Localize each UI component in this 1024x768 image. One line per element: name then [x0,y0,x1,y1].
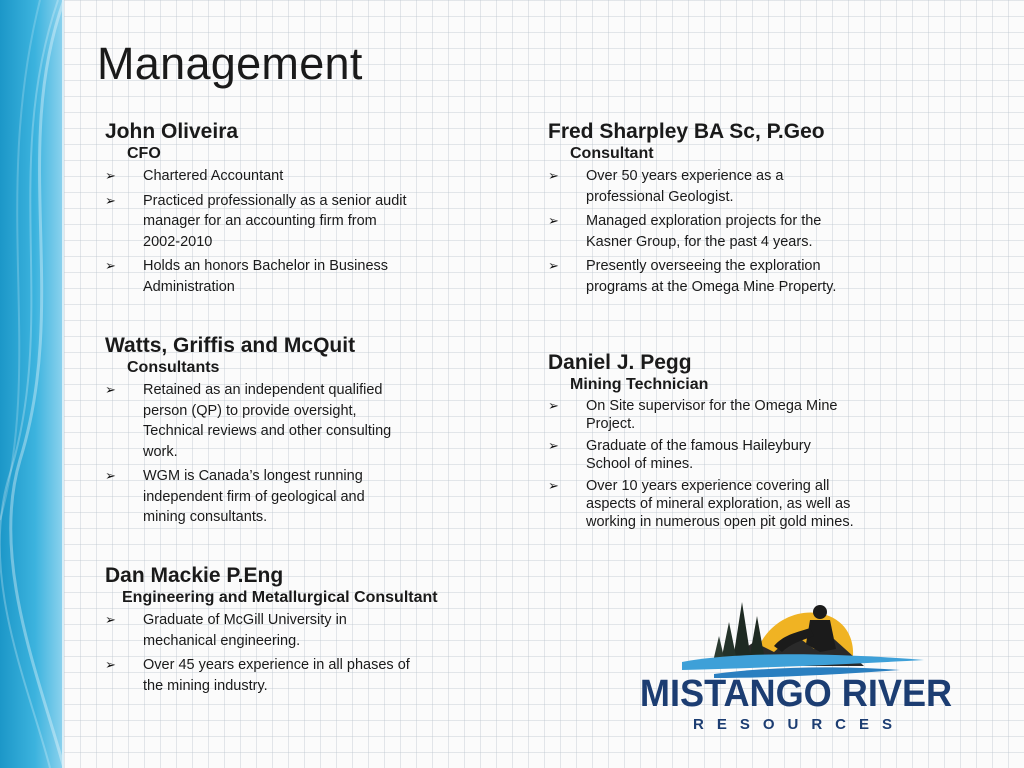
arrow-bullet-icon: ➢ [105,382,116,397]
bullet-text: Retained as an independent qualified person (QP) to provide oversight, Technical reviews and other consulting work. [143,382,392,460]
bullet-text: Over 10 years experience covering all aspects of mineral exploration, as well as working in numerous open pit gold mines. [586,478,854,530]
person-name: Daniel J. Pegg [548,351,692,374]
bullet-text: On Site supervisor for the Omega Mine Project. [586,398,838,432]
bullet-list [548,166,848,297]
arrow-bullet-icon: ➢ [548,438,559,453]
arrow-bullet-icon: ➢ [105,657,116,672]
bullet-list [105,380,405,528]
bullet-list [105,166,415,297]
arrow-bullet-icon: ➢ [105,192,116,208]
sidebar-decoration [0,0,64,768]
person-block-dan-mackie [105,564,485,700]
arrow-bullet-icon: ➢ [105,468,116,483]
list-item [548,256,848,297]
arrow-bullet-icon: ➢ [548,258,559,273]
bullet-text: Presently overseeing the exploration programs at the Omega Mine Property. [586,258,837,295]
arrow-bullet-icon: ➢ [548,213,559,228]
wave-graphic [0,0,64,768]
bullet-list [105,610,415,696]
bullet-text: Chartered Accountant [143,168,284,184]
arrow-bullet-icon: ➢ [105,258,116,273]
person-block-daniel-pegg [548,351,868,535]
list-item [548,397,858,433]
person-role: Consultants [127,359,220,376]
bullet-text: Managed exploration projects for the Kasner Group, for the past 4 years. [586,213,822,250]
logo-graphic-icon [624,594,968,684]
slide-title: Management [97,38,363,89]
person-block-wgm [105,334,405,532]
list-item [105,191,415,253]
bullet-text: Graduate of the famous Haileybury School of mines. [586,438,811,472]
person-role: Mining Technician [570,376,709,393]
logo-subtitle: RESOURCES [692,716,906,733]
bullet-text: WGM is Canada’s longest running independent firm of geological and mining consultants. [143,468,365,525]
person-block-john-oliveira [105,120,415,301]
arrow-bullet-icon: ➢ [548,398,559,413]
company-logo [624,594,968,744]
bullet-text: Graduate of McGill University in mechanical engineering. [143,612,347,649]
list-item [548,477,858,531]
list-item [548,211,848,252]
person-name: Watts, Griffis and McQuit [105,334,356,357]
list-item [105,655,415,696]
person-role: Consultant [570,145,654,162]
list-item [548,166,848,207]
person-name: Dan Mackie P.Eng [105,564,284,587]
list-item [548,437,858,473]
bullet-list [548,397,858,531]
person-block-fred-sharpley [548,120,858,301]
bullet-text: Over 50 years experience as a professional Geologist. [586,168,784,205]
arrow-bullet-icon: ➢ [105,612,116,627]
person-role: Engineering and Metallurgical Consultant [122,589,438,606]
bullet-text: Practiced professionally as a senior audit manager for an accounting firm from 2002-2010 [143,192,407,250]
bullet-text: Holds an honors Bachelor in Business Administration [143,258,389,295]
arrow-bullet-icon: ➢ [548,478,559,493]
bullet-text: Over 45 years experience in all phases of the mining industry. [143,657,410,694]
list-item [105,466,405,528]
arrow-bullet-icon: ➢ [105,168,116,183]
list-item [105,610,415,651]
person-role: CFO [127,145,161,162]
person-name: Fred Sharpley BA Sc, P.Geo [548,120,825,143]
person-name: John Oliveira [105,120,239,143]
arrow-bullet-icon: ➢ [548,168,559,183]
list-item [105,256,415,297]
logo-wordmark: MISTANGO RIVER [639,673,953,715]
list-item [105,166,415,187]
list-item [105,380,405,462]
